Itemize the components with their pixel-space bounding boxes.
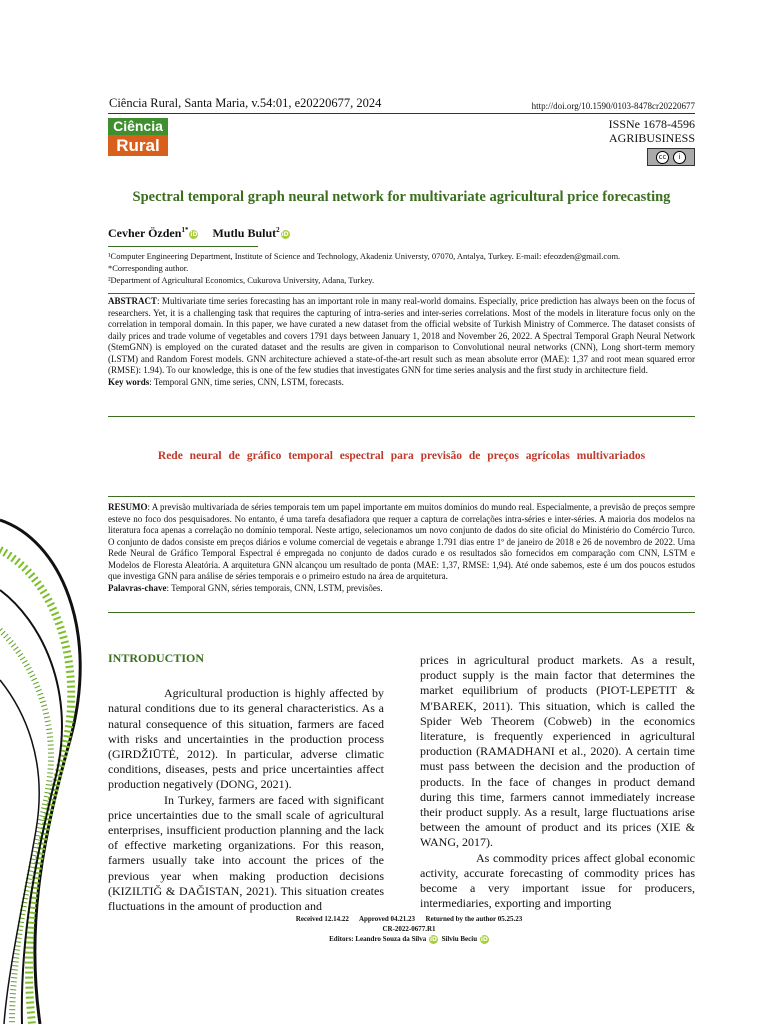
- article-title: Spectral temporal graph neural network for multivariate agricultural price forecasting: [132, 189, 671, 205]
- affiliation: ²Department of Agricultural Economics, Cukurova University, Adana, Turkey.: [108, 275, 375, 285]
- affiliation: ¹Computer Engineering Department, Institute of Science and Technology, Akadeniz Universty, 07070, Antalya, Turkey. E-mail: efeozden@gmail.com.: [108, 251, 621, 261]
- issn: ISSNe 1678-4596: [608, 117, 695, 131]
- dates: Received 12.14.22 Approved 04.21.23 Returned by the author 05.25.23: [295, 915, 523, 923]
- orcid-icon[interactable]: iD: [281, 230, 289, 238]
- doi-link[interactable]: http://doi.org/10.1590/0103-8478cr20220677: [531, 101, 695, 111]
- section-heading: INTRODUCTION: [108, 651, 205, 665]
- cc-license-icon[interactable]: cc i: [647, 148, 695, 166]
- journal-citation: Ciência Rural, Santa Maria, v.54:01, e20220677, 2024: [109, 96, 382, 110]
- affiliation-rule: [108, 246, 258, 247]
- author: Cevher Özden$^{1*}$iD: [108, 226, 198, 240]
- affiliations: [108, 250, 695, 286]
- section-label: AGRIBUSINESS: [608, 131, 695, 145]
- resumo-rule-bottom: [108, 612, 695, 613]
- abstract: ABSTRACT: Multivariate time series forecasting has an important role in many real-world domains. Especially, price prediction has always been on the focus of researchers. Yet, it is a challenging task that requires the capturing of intra-series and inter-series correlations. Most of the models in literature focus only on the correlation in temporal domain. In this paper, we have curated a new dataset from the official website of Turkish Ministry of Commerce. The dataset consists of daily prices and trade volume of vegetables and covers 1791 days between January 1, 2018 and November 26, 2022. A Spectral Temporal Graph Neural Network (StemGNN) is employed on the curated dataset and the results are given in comparison to Convolutional neural networks (CNN), Long short-term memory (LSTM) and Random Forest models. GNN architecture achieved a state-of-the-art result such as mean absolute error (MAE): 1,37 and root mean squared error (RMSE): 1.94). To our knowledge, this is one of the few studies that investigates GNN for time series analysis and the first study in architecture field. Key words: Temporal GNN, time series, CNN, LSTM, forecasts.: [108, 296, 695, 387]
- article-title-portuguese: Rede neural de gráfico temporal espectral para previsão de preços agrícolas multivariados: [157, 450, 646, 462]
- resumo: RESUMO: A previsão multivariada de séries temporais tem um papel importante em muitos domínios do mundo real. Especialmente, a previsão de preços sempre esteve no foco dos pesquisadores. No entanto, é uma tarefa desafiadora que requer a captura de correlações intra-séries e inter-séries. A maioria dos modelos na literatura foca apenas a correlação no domínio temporal. Neste artigo, selecionamos um novo conjunto de dados do site oficial do Ministério do Comércio Turco. O conjunto de dados consiste em preços diários e volume comercial de vegetais e abrange 1.791 dias entre 1º de janeiro de 2018 e 26 de novembro de 2022. Uma Rede Neural de Gráfico Temporal Espectral é empregada no conjunto de dados curado e os resultados são fornecidos em comparação com CNN, LSTM e Modelos de Floresta Aleatória. A arquitetura GNN alcançou um resultado de ponta (MAE: 1,37, RMSE: 1,94). Até onde sabemos, este é um dos poucos estudos que investiga GNN para análise de séries temporais e o primeiro estudo na área de arquitetura. Palavras-chave: Temporal GNN, séries temporais, CNN, LSTM, previsões.: [108, 502, 695, 593]
- logo-top: Ciência: [108, 118, 168, 135]
- orcid-icon[interactable]: iD: [190, 230, 198, 238]
- manuscript-id: CR-2022-0677.R1: [382, 925, 436, 933]
- logo-bottom: Rural: [108, 135, 168, 156]
- body-column-left: [108, 651, 384, 914]
- paragraph: In Turkey, farmers are faced with significant price uncertainties due to the small scale of agricultural enterprises, insufficient production planning and the lack of effective marketing organizations. For this reason, farmers usually take into account the prices of the previous year when making production decisions (KIZILTIĞ & DAĞISTAN, 2021). This situation creates fluctuations in the amount of production and: [108, 792, 384, 914]
- affiliation: *Corresponding author.: [108, 263, 189, 273]
- abstract-rule-top: [108, 293, 695, 294]
- orcid-icon[interactable]: iD: [429, 935, 438, 943]
- author-list: [108, 226, 290, 241]
- paragraph: prices in agricultural product markets. As a result, product supply is the main factor that determines the market equilibrium of products (PIOT-LEPETIT & M'BAREK, 2011). This situation, which is called the Spider Web Theorem (Cobweb) in the economics literature, is frequently experienced in agricultural production (RAMADHANI et al., 2020). A certain time must pass between the decision and the production of products. In the face of changes in product demand during this time, farmers cannot immediately increase their product supply. As a result, large fluctuations arise between the amount of product and its prices (XIE & WANG, 2017).: [420, 653, 695, 850]
- decorative-swirl: [0, 480, 110, 1024]
- header-rule: [108, 113, 695, 114]
- resumo-rule-top: [108, 496, 695, 497]
- issn-block: [609, 117, 695, 145]
- abstract-rule-bottom: [108, 416, 695, 417]
- body-column-right: [420, 653, 695, 911]
- orcid-icon[interactable]: iD: [480, 935, 488, 943]
- editors: Editors: Leandro Souza da Silva iD Silviu Beciu iD: [329, 935, 488, 943]
- footer: [200, 914, 618, 944]
- author: Mutlu Bulut$^2$iD: [212, 226, 289, 240]
- paragraph: As commodity prices affect global economic activity, accurate forecasting of commodity prices has become a very important issue for producers, intermediaries, exporting and importing: [420, 850, 695, 911]
- journal-logo: [108, 118, 168, 156]
- paragraph: Agricultural production is highly affected by natural conditions due to its general characteristics. As a natural consequence of this situation, farmers are faced with risks and uncertainties in the production process (GIRDŽIŪTĖ, 2012). In particular, adverse climatic conditions, diseases, pests and price uncertainties affect production negatively (DONG, 2021).: [108, 686, 384, 792]
